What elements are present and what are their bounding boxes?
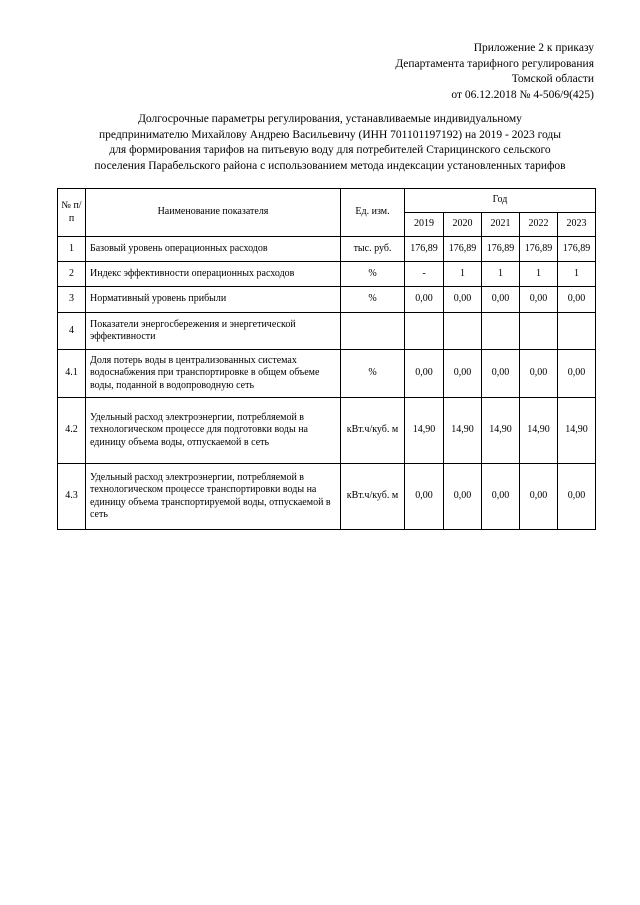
row-value: 0,00 xyxy=(558,287,596,313)
row-value: 1 xyxy=(482,262,520,287)
order-reference xyxy=(395,41,594,103)
row-value: 176,89 xyxy=(444,237,482,262)
header-num: № п/п xyxy=(58,189,86,237)
header-unit: Ед. изм. xyxy=(341,189,405,237)
order-reference-line: от 06.12.2018 № 4-506/9(425) xyxy=(451,88,594,101)
document-title-line: предпринимателю Михайлову Андрею Васильевичу (ИНН 701101197192) на 2019 - 2023 годы xyxy=(98,128,562,141)
parameters-table xyxy=(57,188,596,530)
row-value: 14,90 xyxy=(520,398,558,464)
row-value: 0,00 xyxy=(520,464,558,530)
row-value: 0,00 xyxy=(520,287,558,313)
table-row xyxy=(58,313,596,350)
row-num: 4.1 xyxy=(58,350,86,398)
row-value: 1 xyxy=(520,262,558,287)
row-num: 4 xyxy=(58,313,86,350)
row-value xyxy=(444,313,482,350)
row-value: - xyxy=(405,262,444,287)
order-reference-line: Приложение 2 к приказу xyxy=(473,42,594,54)
row-unit xyxy=(341,313,405,350)
row-name: Удельный расход электроэнергии, потребляемой в технологическом процессе для подготовки воды на единицу объема воды, отпускаемой в сеть xyxy=(86,398,341,464)
row-value: 176,89 xyxy=(520,237,558,262)
row-value: 14,90 xyxy=(444,398,482,464)
row-value xyxy=(482,313,520,350)
row-value: 0,00 xyxy=(482,287,520,313)
row-value: 0,00 xyxy=(482,350,520,398)
row-name: Доля потерь воды в централизованных системах водоснабжения при транспортировке в общем объеме воды, поданной в водопроводную сеть xyxy=(86,350,341,398)
row-value: 176,89 xyxy=(405,237,444,262)
header-year: 2021 xyxy=(482,213,520,237)
order-reference-line: Томской области xyxy=(511,73,594,85)
document-title-line: поселения Парабельского района с использованием метода индексации установленных тарифов xyxy=(94,159,566,172)
header-year-group: Год xyxy=(405,189,596,213)
header-year: 2022 xyxy=(520,213,558,237)
row-num: 1 xyxy=(58,237,86,262)
row-name: Показатели энергосбережения и энергетической эффективности xyxy=(86,313,341,350)
document-title xyxy=(40,112,620,174)
row-name: Нормативный уровень прибыли xyxy=(86,287,341,313)
row-name: Базовый уровень операционных расходов xyxy=(86,237,341,262)
row-value: 0,00 xyxy=(482,464,520,530)
row-value: 0,00 xyxy=(444,464,482,530)
row-value: 0,00 xyxy=(405,350,444,398)
header-name: Наименование показателя xyxy=(86,189,341,237)
row-num: 4.3 xyxy=(58,464,86,530)
table-row xyxy=(58,262,596,287)
row-value: 0,00 xyxy=(444,287,482,313)
row-unit: % xyxy=(341,287,405,313)
row-unit: кВт.ч/куб. м xyxy=(341,464,405,530)
table-row xyxy=(58,350,596,398)
row-value: 176,89 xyxy=(558,237,596,262)
table-row xyxy=(58,398,596,464)
header-year: 2023 xyxy=(558,213,596,237)
table-row xyxy=(58,464,596,530)
row-num: 2 xyxy=(58,262,86,287)
row-value: 1 xyxy=(558,262,596,287)
row-value: 0,00 xyxy=(405,464,444,530)
row-num: 3 xyxy=(58,287,86,313)
row-value: 176,89 xyxy=(482,237,520,262)
row-name: Индекс эффективности операционных расходов xyxy=(86,262,341,287)
row-value xyxy=(520,313,558,350)
row-num: 4.2 xyxy=(58,398,86,464)
document-title-line: Долгосрочные параметры регулирования, устанавливаемые индивидуальному xyxy=(138,113,522,125)
row-value: 0,00 xyxy=(405,287,444,313)
row-value: 0,00 xyxy=(444,350,482,398)
row-unit: тыс. руб. xyxy=(341,237,405,262)
row-name: Удельный расход электроэнергии, потребляемой в технологическом процессе транспортировки воды на единицу объема транспортируемой воды, отпускаемой в сеть xyxy=(86,464,341,530)
row-value: 1 xyxy=(444,262,482,287)
header-year: 2019 xyxy=(405,213,444,237)
row-value: 0,00 xyxy=(558,464,596,530)
row-value: 14,90 xyxy=(405,398,444,464)
document-title-line: для формирования тарифов на питьевую воду для потребителей Старицинского сельского xyxy=(109,144,551,156)
row-value xyxy=(405,313,444,350)
row-unit: кВт.ч/куб. м xyxy=(341,398,405,464)
row-unit: % xyxy=(341,350,405,398)
header-year: 2020 xyxy=(444,213,482,237)
order-reference-line: Департамента тарифного регулирования xyxy=(395,57,594,70)
row-value: 14,90 xyxy=(482,398,520,464)
row-unit: % xyxy=(341,262,405,287)
row-value: 14,90 xyxy=(558,398,596,464)
table-row xyxy=(58,287,596,313)
row-value: 0,00 xyxy=(558,350,596,398)
row-value: 0,00 xyxy=(520,350,558,398)
table-row xyxy=(58,237,596,262)
row-value xyxy=(558,313,596,350)
